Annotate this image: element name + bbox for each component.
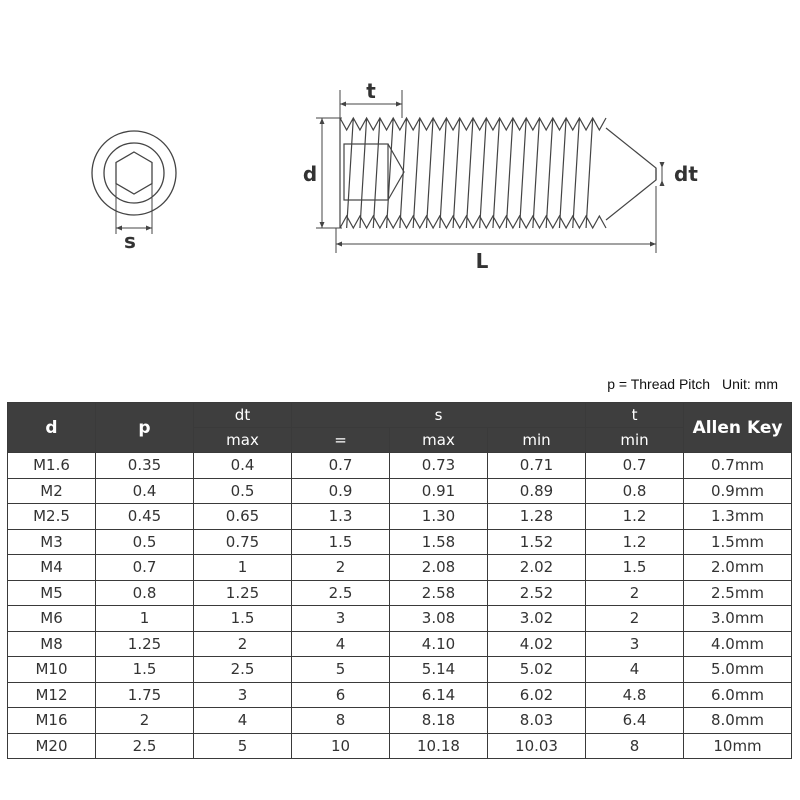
- cell-d: M10: [8, 657, 96, 683]
- cell-s-max: 2.08: [390, 555, 488, 581]
- cell-allen-key: 3.0mm: [684, 606, 792, 632]
- cell-dt-max: 0.65: [194, 504, 292, 530]
- table-row: [8, 504, 792, 530]
- cell-allen-key: 6.0mm: [684, 682, 792, 708]
- cell-dt-max: 1.25: [194, 580, 292, 606]
- cell-d: M2: [8, 478, 96, 504]
- cell-p: 2.5: [96, 733, 194, 759]
- table-row: [8, 529, 792, 555]
- table-row: [8, 733, 792, 759]
- table-row: [8, 708, 792, 734]
- cell-dt-max: 1: [194, 555, 292, 581]
- cell-allen-key: 2.5mm: [684, 580, 792, 606]
- cell-p: 1.25: [96, 631, 194, 657]
- header-allen-key: Allen Key: [684, 403, 792, 453]
- header-p: p: [96, 403, 194, 453]
- cell-d: M3: [8, 529, 96, 555]
- cell-t-min: 1.2: [586, 529, 684, 555]
- cell-dt-max: 5: [194, 733, 292, 759]
- cell-s-max: 0.73: [390, 453, 488, 479]
- cone-point: [606, 128, 656, 220]
- cell-s-min: 0.89: [488, 478, 586, 504]
- cell-s-max: 3.08: [390, 606, 488, 632]
- hex-socket: [116, 152, 152, 194]
- cell-s-max: 8.18: [390, 708, 488, 734]
- cell-allen-key: 10mm: [684, 733, 792, 759]
- table-row: [8, 580, 792, 606]
- cell-s-nominal: 0.9: [292, 478, 390, 504]
- cell-s-min: 8.03: [488, 708, 586, 734]
- cell-dt-max: 0.5: [194, 478, 292, 504]
- cell-t-min: 0.7: [586, 453, 684, 479]
- t-label: t: [366, 79, 376, 103]
- table-body: [8, 453, 792, 759]
- cell-d: M16: [8, 708, 96, 734]
- header-s-nominal: =: [292, 428, 390, 453]
- table-row: [8, 682, 792, 708]
- header-s-max: max: [390, 428, 488, 453]
- table-row: [8, 478, 792, 504]
- cell-s-nominal: 0.7: [292, 453, 390, 479]
- cell-s-max: 2.58: [390, 580, 488, 606]
- cell-p: 2: [96, 708, 194, 734]
- header-s-min: min: [488, 428, 586, 453]
- cell-s-nominal: 10: [292, 733, 390, 759]
- table-row: [8, 606, 792, 632]
- cell-s-min: 2.02: [488, 555, 586, 581]
- cell-s-max: 6.14: [390, 682, 488, 708]
- cell-p: 1.5: [96, 657, 194, 683]
- cell-p: 0.5: [96, 529, 194, 555]
- cell-allen-key: 8.0mm: [684, 708, 792, 734]
- cell-allen-key: 1.3mm: [684, 504, 792, 530]
- spec-table: [7, 402, 792, 759]
- thread-outline: [340, 118, 606, 228]
- end-view-drawing: [86, 118, 186, 258]
- cell-dt-max: 3: [194, 682, 292, 708]
- cell-d: M20: [8, 733, 96, 759]
- cell-t-min: 8: [586, 733, 684, 759]
- header-dt: dt: [194, 403, 292, 428]
- cell-t-min: 0.8: [586, 478, 684, 504]
- cell-dt-max: 2: [194, 631, 292, 657]
- cell-s-nominal: 4: [292, 631, 390, 657]
- cell-dt-max: 0.4: [194, 453, 292, 479]
- cell-s-min: 4.02: [488, 631, 586, 657]
- cell-s-nominal: 1.5: [292, 529, 390, 555]
- cell-allen-key: 2.0mm: [684, 555, 792, 581]
- table-caption: [607, 376, 778, 392]
- cell-s-nominal: 6: [292, 682, 390, 708]
- cell-t-min: 4.8: [586, 682, 684, 708]
- unit-note: Unit: mm: [722, 376, 778, 392]
- cell-t-min: 4: [586, 657, 684, 683]
- cell-p: 0.8: [96, 580, 194, 606]
- header-s: s: [292, 403, 586, 428]
- cell-s-min: 5.02: [488, 657, 586, 683]
- cell-p: 0.35: [96, 453, 194, 479]
- cell-allen-key: 0.9mm: [684, 478, 792, 504]
- cell-s-nominal: 2: [292, 555, 390, 581]
- cell-dt-max: 4: [194, 708, 292, 734]
- cell-d: M4: [8, 555, 96, 581]
- cell-d: M1.6: [8, 453, 96, 479]
- cell-s-nominal: 8: [292, 708, 390, 734]
- cell-s-min: 0.71: [488, 453, 586, 479]
- cell-s-nominal: 3: [292, 606, 390, 632]
- cell-d: M8: [8, 631, 96, 657]
- header-t: t: [586, 403, 684, 428]
- table-row: [8, 657, 792, 683]
- cell-s-nominal: 1.3: [292, 504, 390, 530]
- cell-s-min: 6.02: [488, 682, 586, 708]
- cell-s-max: 5.14: [390, 657, 488, 683]
- cell-dt-max: 0.75: [194, 529, 292, 555]
- header-d: d: [8, 403, 96, 453]
- cell-d: M2.5: [8, 504, 96, 530]
- cell-t-min: 2: [586, 580, 684, 606]
- cell-d: M5: [8, 580, 96, 606]
- cell-p: 0.7: [96, 555, 194, 581]
- cell-d: M6: [8, 606, 96, 632]
- cell-s-min: 1.52: [488, 529, 586, 555]
- cell-allen-key: 0.7mm: [684, 453, 792, 479]
- table-header: [8, 403, 792, 453]
- cell-s-max: 1.58: [390, 529, 488, 555]
- cell-d: M12: [8, 682, 96, 708]
- cell-allen-key: 5.0mm: [684, 657, 792, 683]
- cell-t-min: 1.2: [586, 504, 684, 530]
- cell-s-max: 1.30: [390, 504, 488, 530]
- cell-dt-max: 1.5: [194, 606, 292, 632]
- cell-s-nominal: 2.5: [292, 580, 390, 606]
- dt-label: dt: [674, 162, 698, 186]
- cell-s-min: 10.03: [488, 733, 586, 759]
- table-row: [8, 555, 792, 581]
- cell-s-min: 2.52: [488, 580, 586, 606]
- cell-s-min: 3.02: [488, 606, 586, 632]
- cell-s-max: 10.18: [390, 733, 488, 759]
- table-row: [8, 453, 792, 479]
- header-dt-max: max: [194, 428, 292, 453]
- cell-s-min: 1.28: [488, 504, 586, 530]
- cell-t-min: 6.4: [586, 708, 684, 734]
- s-label: s: [124, 229, 136, 253]
- cell-s-max: 0.91: [390, 478, 488, 504]
- d-label: d: [302, 162, 318, 186]
- cell-p: 1.75: [96, 682, 194, 708]
- cell-dt-max: 2.5: [194, 657, 292, 683]
- cell-p: 0.4: [96, 478, 194, 504]
- cell-allen-key: 1.5mm: [684, 529, 792, 555]
- header-t-min: min: [586, 428, 684, 453]
- cell-t-min: 3: [586, 631, 684, 657]
- cell-allen-key: 4.0mm: [684, 631, 792, 657]
- cell-t-min: 2: [586, 606, 684, 632]
- cell-p: 0.45: [96, 504, 194, 530]
- cell-s-nominal: 5: [292, 657, 390, 683]
- cell-p: 1: [96, 606, 194, 632]
- side-view-drawing: [296, 78, 716, 278]
- cell-t-min: 1.5: [586, 555, 684, 581]
- table-row: [8, 631, 792, 657]
- pitch-note: p = Thread Pitch: [607, 376, 711, 392]
- cell-s-max: 4.10: [390, 631, 488, 657]
- L-label: L: [475, 249, 489, 273]
